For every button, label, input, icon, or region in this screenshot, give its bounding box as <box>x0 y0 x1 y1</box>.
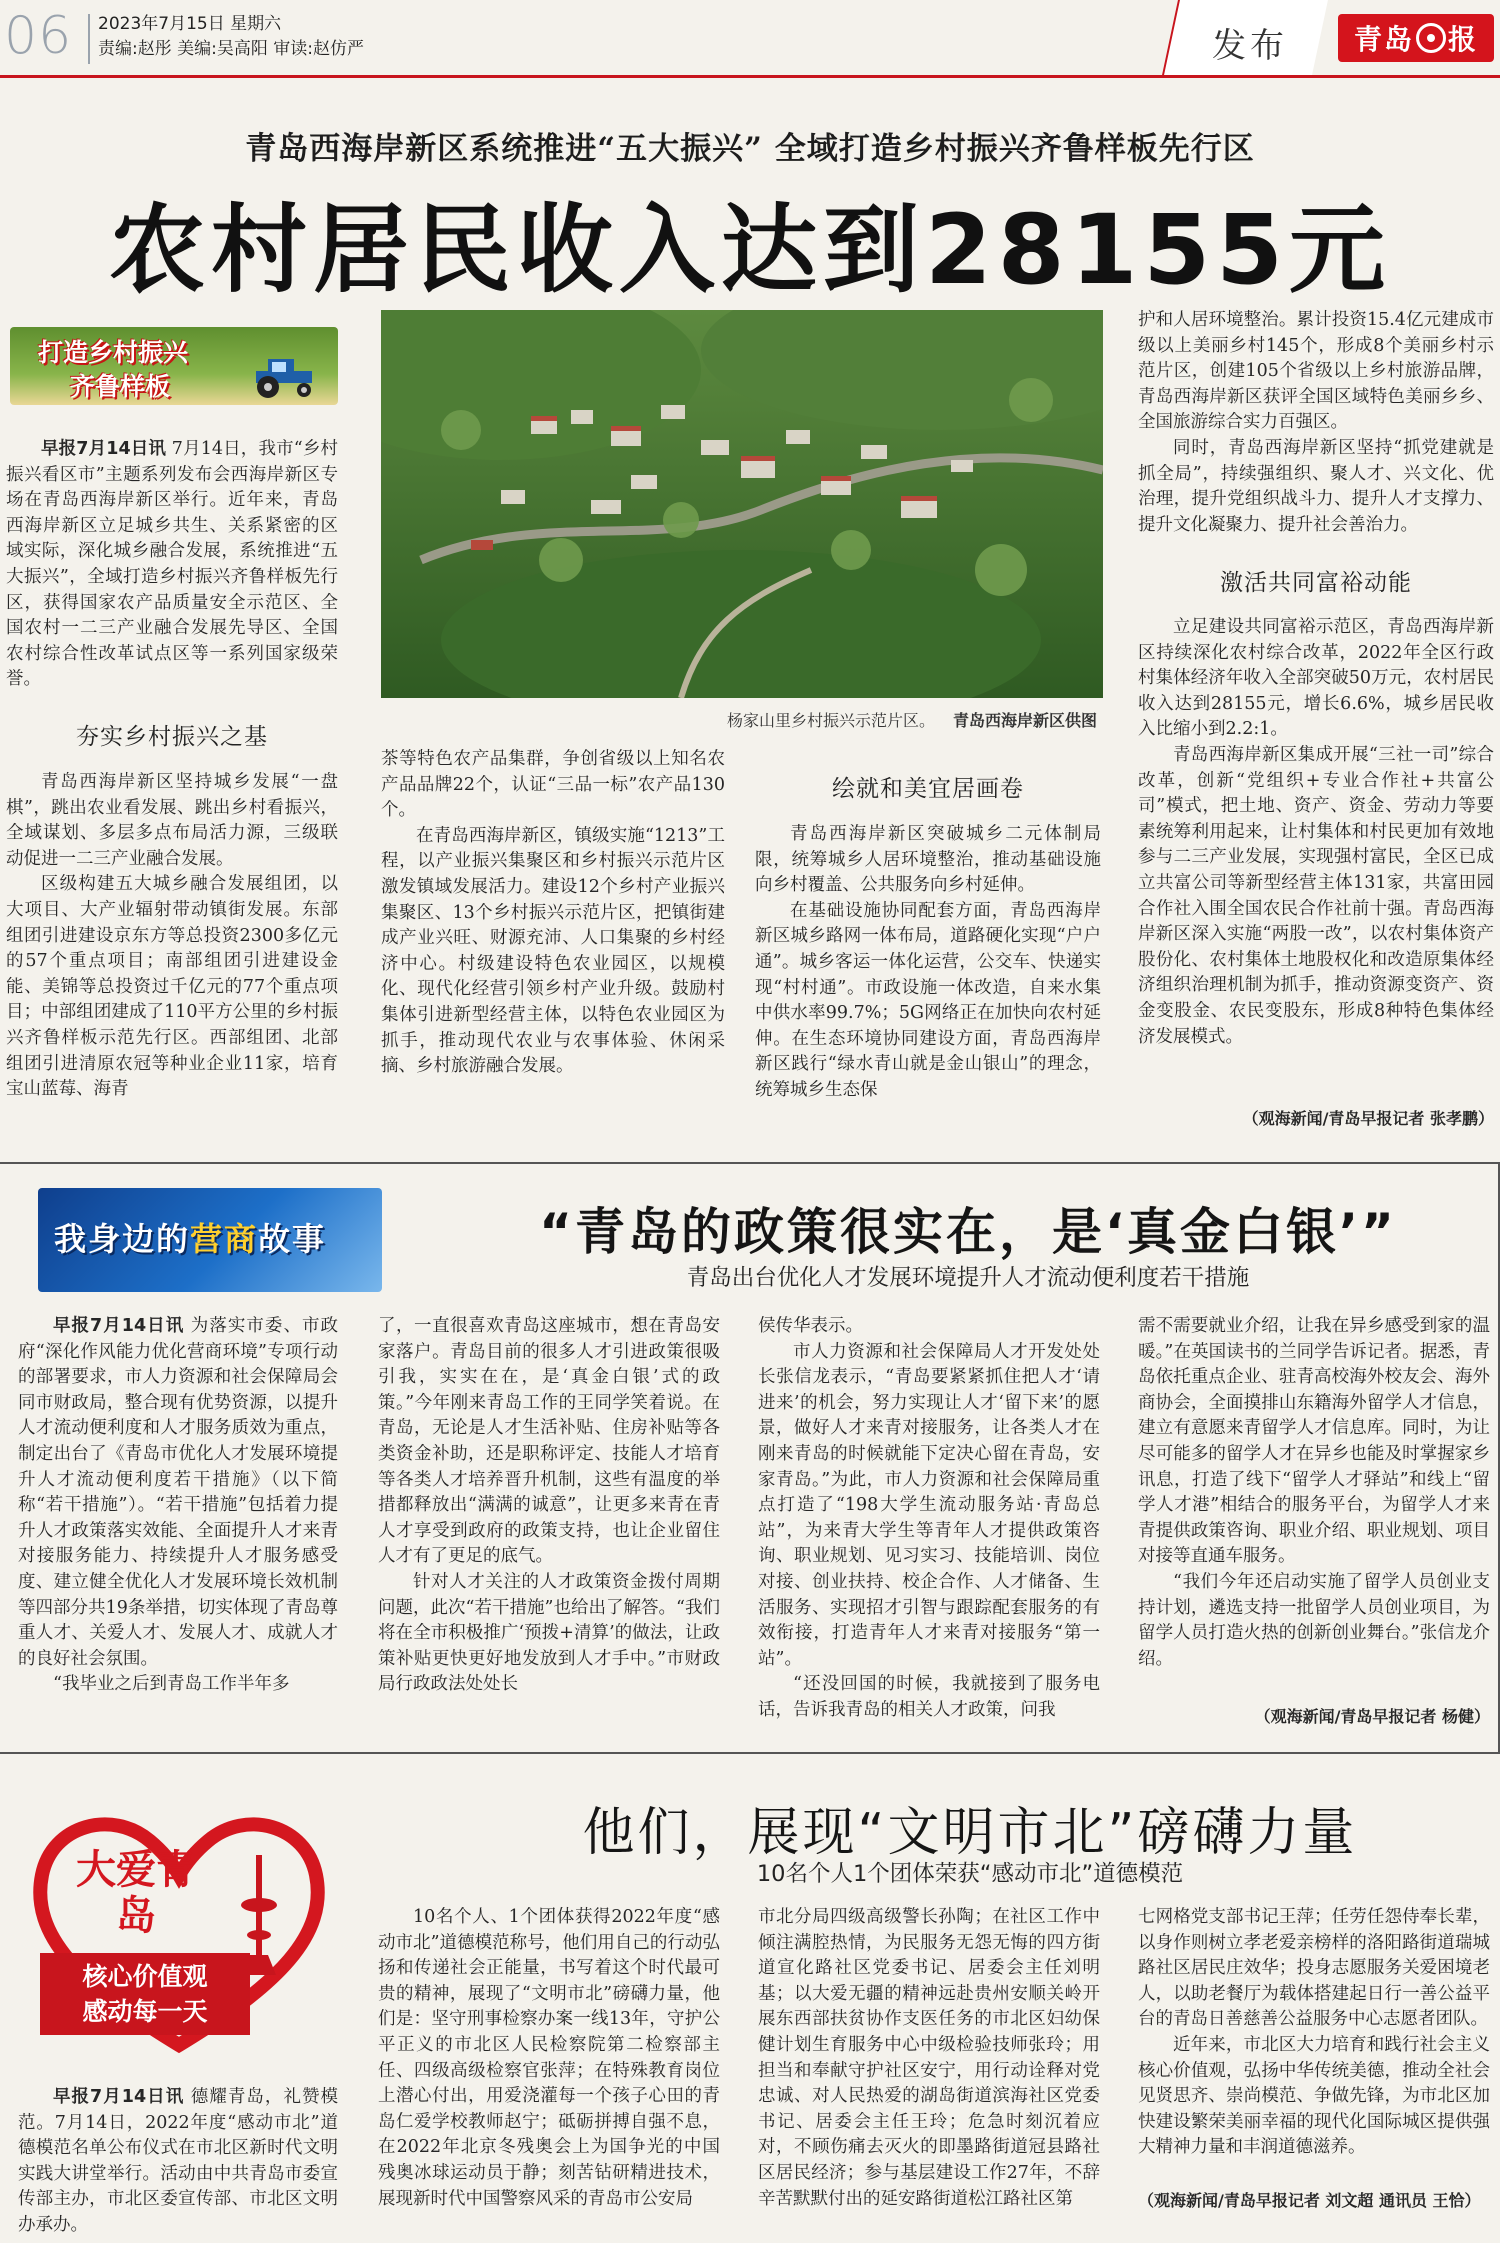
article3-subheadline: 10名个人1个团体荣获“感动市北”道德模范 <box>756 1861 1184 1887</box>
article3-col3-p1: 市北分局四级高级警长孙陶；在社区工作中倾注满腔热情，为民服务无怨无悔的四方街道宣化路社区党委书记、居委会主任刘明基；以大爱无疆的精神远赴贵州安顺关岭开展东西部扶贫协作支医任务的市北区妇幼保健计划生育服务中心中级检验技师张玲；用担当和奉献守护社区安宁，用行动诠释对党忠诚、对人民热爱的湖岛街道滨海社区党委书记、居委会主任王玲；危急时刻沉着应对，不顾伤痛去灭火的即墨路街道冠县路社区居民经济；参与基层建设工作27年，不辞辛苦默默付出的延安路街道松江路社区第 <box>758 1907 1100 2209</box>
article1-col2-p1: 茶等特色农产品集群，争创省级以上知名农产品品牌22个，认证“三品一标”农产品130个。 <box>381 749 725 821</box>
article1-subhead1: 夯实乡村振兴之基 <box>76 724 268 750</box>
article1-col1-bottom <box>6 770 338 1132</box>
article1-col3-p1: 青岛西海岸新区突破城乡二元体制局限，统筹城乡人居环境整治，推动基础设施向乡村覆盖、公共服务向乡村延伸。 <box>755 824 1101 896</box>
article3-col4-p2: 近年来，市北区大力培育和践行社会主义核心价值观，弘扬中华传统美德，推动全社会见贤思齐、崇尚模范、争做先锋，为市北区加快建设繁荣美丽幸福的现代化国际城区提供强大精神力量和丰润道德滋养。 <box>1138 2034 1490 2158</box>
article1-col4-top <box>1138 308 1494 538</box>
article1-subhead2: 绘就和美宜居画卷 <box>832 776 1024 802</box>
article1-col1-p2: 青岛西海岸新区坚持城乡发展“一盘棋”，跳出农业看发展、跳出乡村看振兴，全域谋划、多层多点布局活力源，三级联动促进一二三产业融合发展。 <box>6 772 338 869</box>
article3-col2-p1: 10名个人、1个团体获得2022年度“感动市北”道德模范称号，他们用自己的行动弘扬和传递社会正能量，书写着这个时代最可贵的精神，展现了“文明市北”磅礴力量，他们是：坚守刑事检察办案一线13年，守护公平正义的市北区人民检察院第二检察部主任、四级高级检察官张萍；在特殊教育岗位上潜心付出，用爱浇灌每一个孩子心田的青岛仁爱学校教师赵宁；砥砺拼搏自强不息，在2022年北京冬残奥会上为国争光的中国残奥冰球运动员于静；刻苦钻研精进技术，展现新时代中国警察风采的青岛市公安局 <box>378 1907 720 2209</box>
section-label: 发布 <box>1212 26 1288 66</box>
article1-col1-top <box>6 437 338 692</box>
page-meta <box>98 12 364 62</box>
article1-col4-p4: 青岛西海岸新区集成开展“三社一司”综合改革，创新“党组织+专业合作社+共富公司”模式，把土地、资产、资金、劳动力等要素统筹利用起来，让村集体和村民更加有效地参与二三产业发展，实现强村富民，全区已成立共富公司等新型经营主体131家，共富田园合作社入围全国农民合作社前十强。青岛西海岸新区深入实施“两股一改”，以农村集体资产股份化、农村集体土地股权化和改造原集体经济组织治理机制为抓手，推动资源变资产、资金变股金、农民变股东，形成8种特色集体经济发展模式。 <box>1138 744 1494 1047</box>
tractor-icon <box>246 349 320 399</box>
article2-col1-p1: 为落实市委、市政府“深化作风能力优化营商环境”专项行动的部署要求，市人力资源和社会保障局会同市财政局，整合现有优势资源，以提升人才流动便利度和人才服务质效为重点，制定出台了《青岛市优化人才发展环境提升人才流动便利度若干措施》（以下简称“若干措施”）。“若干措施”包括着力提升人才政策落实效能、全面提升人才来青对接服务能力、持续提升人才服务感受度、建立健全优化人才发展环境长效机制等四部分共19条举措，切实体现了青岛尊重人才、关爱人才、发展人才、成就人才的良好社会氛围。 <box>18 1316 338 1669</box>
article3-col3 <box>758 1905 1100 2240</box>
article3-headline: 他们，展现“文明市北”磅礴力量 <box>582 1803 1358 1863</box>
article3-byline: （观海新闻/青岛早报记者 刘文超 通讯员 王恰） <box>1138 2191 1481 2210</box>
badge3-banner <box>40 1953 250 2035</box>
article3-col1 <box>18 2085 338 2240</box>
business-story-badge <box>38 1188 382 1292</box>
article2-col3 <box>758 1314 1100 1730</box>
masthead <box>0 0 1500 78</box>
badge3-line2: 感动每一天 <box>82 1997 208 2026</box>
article2-col2-p1: 了，一直很喜欢青岛这座城市，想在青岛安家落户。青岛目前的很多人才引进政策很吸引我，实实在在，是‘真金白银’式的政策。”今年刚来青岛工作的王同学笑着说。在青岛，无论是人才生活补贴、住房补贴等各类资金补助，还是职称评定、技能人才培育等各类人才培养晋升机制，这些有温度的举措都释放出“满满的诚意”，让更多来青在青人才享受到政府的政策支持，也让企业留住人才有了更足的底气。 <box>378 1316 720 1567</box>
article1-col4-p2: 同时，青岛西海岸新区坚持“抓党建就是抓全局”，持续强组织、聚人才、兴文化、优治理，提升党组织战斗力、提升人才支撑力、提升文化凝聚力、提升社会善治力。 <box>1138 437 1494 535</box>
article1-col2-p2: 在青岛西海岸新区，镇级实施“1213”工程，以产业振兴集聚区和乡村振兴示范片区激发镇域发展活力。建设12个乡村产业振兴集聚区、13个乡村振兴示范片区，把镇街建成产业兴旺、财源充沛、人口集聚的乡村经济中心。村级建设特色农业园区，以规模化、现代化经营引领乡村产业升级。鼓励村集体引进新型经营主体，以特色农业园区为抓手，推动现代农业与农事体验、休闲采摘、乡村旅游融合发展。 <box>381 825 725 1077</box>
newspaper-logo <box>1338 14 1494 62</box>
article1-headline: 农村居民收入达到28155元 <box>109 194 1391 306</box>
publish-date: 2023年7月15日 星期六 <box>98 14 282 34</box>
article2-col2-p2: 针对人才关注的人才政策资金拨付周期问题，此次“若干措施”也给出了解答。“我们将在全市积极推广‘预拨+清算’的做法，让政策补贴更快更好地发放到人才手中。”市财政局行政政法处处长 <box>378 1571 720 1695</box>
rural-revitalization-badge <box>10 327 338 405</box>
logo-text-right: 报 <box>1448 23 1479 56</box>
article1-col4-p1: 护和人居环境整治。累计投资15.4亿元建成市级以上美丽乡村145个，形成8个美丽乡村示范片区，创建105个省级以上乡村旅游品牌，青岛西海岸新区获评全国区域特色美丽乡乡、全国旅游综合实力百强区。 <box>1138 310 1494 433</box>
article1-col3 <box>755 822 1101 1132</box>
article2-col3-p1: 侯传华表示。 <box>758 1316 863 1336</box>
article3-dateline: 早报7月14日讯 <box>53 2087 185 2107</box>
article1-kicker: 青岛西海岸新区系统推进“五大振兴” 全域打造乡村振兴齐鲁样板先行区 <box>245 131 1255 167</box>
article2-col4-p2: “我们今年还启动实施了留学人员创业支持计划，遴选支持一批留学人员创业项目，为留学人员打造火热的创新创业舞台。”张信龙介绍。 <box>1138 1571 1490 1669</box>
badge2-highlight: 营商 <box>190 1220 259 1258</box>
badge3-title: 大爱青岛 <box>76 1847 196 1939</box>
article1-col3-p2: 在基础设施协同配套方面，青岛西海岸新区城乡路网一体布局，道路硬化实现“户户通”。城乡客运一体化运营，公交车、快递实现“村村通”。市政设施一体改造，自来水集中供水率99.7%；5G网络正在加快向农村延伸。在生态环境协同建设方面，青岛西海岸新区践行“绿水青山就是金山银山”的理念，统筹城乡生态保 <box>755 900 1101 1100</box>
badge3-line1: 核心价值观 <box>82 1962 208 1991</box>
article2-byline: （观海新闻/青岛早报记者 杨健） <box>1254 1707 1490 1726</box>
badge1-line1: 打造乡村振兴 <box>38 338 189 367</box>
article2-col3-p2: 市人力资源和社会保障局人才开发处处长张信龙表示，“青岛要紧紧抓住把人才‘请进来’的机会，努力实现让人才‘留下来’的愿景，做好人才来青对接服务，让各类人才在刚来青岛的时候就能下定决心留在青岛，安家青岛。”为此，市人力资源和社会保障局重点打造了“198大学生流动服务站·青岛总站”，为来青大学生等青年人才提供政策咨询、职业规划、见习实习、技能培训、岗位对接、创业扶持、校企合作、人才储备、生活服务、实现招才引智与跟踪配套服务的有效衔接，打造青年人才来青对接服务“第一站”。 <box>758 1341 1100 1669</box>
article1-dateline: 早报7月14日讯 <box>41 439 167 459</box>
article3-col1-p1: 德耀青岛，礼赞模范。7月14日，2022年度“感动市北”道德模范名单公布仪式在市北区新时代文明实践大讲堂举行。活动由中共青岛市委宣传部主办，市北区委宣传部、市北区文明办承办。 <box>18 2087 338 2235</box>
article1-col4-p3: 立足建设共同富裕示范区，青岛西海岸新区持续深化农村综合改革，2022年全区行政村集体经济年收入全部突破50万元，农村居民收入达到28155元，增长6.6%，城乡居民收入比缩小到2.2:1。 <box>1138 617 1494 740</box>
article2-col1-p2: “我毕业之后到青岛工作半年多 <box>53 1674 290 1695</box>
meta-divider <box>88 14 90 64</box>
article1-col1-p1: 7月14日，我市“乡村振兴看区市”主题系列发布会西海岸新区专场在青岛西海岸新区举行。近年来，青岛西海岸新区立足城乡共生、关系紧密的区域实际，深化城乡融合发展，系统推进“五大振兴”，全域打造乡村振兴齐鲁样板先行区，获得国家农产品质量安全示范区、全国农村一二三产业融合发展先导区、全国农村综合性改革试点区等一系列国家级荣誉。 <box>6 439 338 690</box>
village-aerial-photo <box>381 310 1103 698</box>
article1-subhead3: 激活共同富裕动能 <box>1220 570 1412 596</box>
article3-col4 <box>1138 1905 1490 2185</box>
article2-dateline: 早报7月14日讯 <box>53 1316 185 1336</box>
logo-ring-icon <box>1416 23 1446 53</box>
logo-text-left: 青岛 <box>1353 23 1414 56</box>
article1-col2 <box>381 747 725 1132</box>
photo-caption <box>381 708 1103 731</box>
photo-caption-text: 杨家山里乡村振兴示范片区。 <box>726 711 935 730</box>
village-photo-drawing <box>381 310 1103 698</box>
badge2-text: 我身边的营商故事 <box>54 1220 327 1258</box>
article2-col4-p1: 需不需要就业介绍，让我在异乡感受到家的温暖。”在英国读书的兰同学告诉记者。据悉，青岛依托重点企业、驻青高校海外校友会、海外商协会，全面摸排山东籍海外留学人才信息，建立有意愿来青留学人才信息库。同时，为让尽可能多的留学人才在异乡也能及时掌握家乡讯息，打造了线下“留学人才驿站”和线上“留学人才港”相结合的服务平台，为留学人才来青提供政策咨询、职业介绍、职业规划、项目对接等直通车服务。 <box>1138 1316 1490 1567</box>
page-number: 06 <box>4 6 73 66</box>
editor-credits: 责编:赵彤 美编:吴高阳 审读:赵仿严 <box>98 39 364 59</box>
article1-col1-p3: 区级构建五大城乡融合发展组团，以大项目、大产业辐射带动镇街发展。东部组团引进建设京东方等总投资2300多亿元的57个重点项目；南部组团引进建设金能、美锦等总投资过千亿元的77个重点项目；中部组团建成了110平方公里的乡村振兴齐鲁样板示范先行区。西部组团、北部组团引进清原农冠等种业企业11家，培育宝山蓝莓、海青 <box>6 874 338 1100</box>
article3-col2 <box>378 1905 720 2240</box>
photo-credit: 青岛西海岸新区供图 <box>952 711 1097 730</box>
love-qingdao-badge <box>20 1795 338 2065</box>
article1-col4-bottom <box>1138 615 1494 1103</box>
article1-byline: （观海新闻/青岛早报记者 张孝鹏） <box>1242 1109 1494 1128</box>
badge1-line2: 齐鲁样板 <box>70 372 171 401</box>
article2-subheadline: 青岛出台优化人才发展环境提升人才流动便利度若干措施 <box>686 1265 1250 1291</box>
article2-col4 <box>1138 1314 1490 1704</box>
article2-col2 <box>378 1314 720 1730</box>
article2-headline: “青岛的政策很实在，是‘真金白银’” <box>539 1203 1397 1261</box>
article2-col1 <box>18 1314 338 1730</box>
article3-col4-p1: 七网格党支部书记王萍；任劳任怨侍奉长辈，以身作则树立孝老爱亲榜样的洛阳路街道瑞城路社区居民庄效华；投身志愿服务关爱困境老人，以助老餐厅为载体搭建起日行一善公益平台的青岛日善慈善公益服务中心志愿者团队。 <box>1138 1907 1490 2030</box>
article2-col3-p3: “还没回国的时候，我就接到了服务电话，告诉我青岛的相关人才政策，问我 <box>758 1674 1100 1720</box>
